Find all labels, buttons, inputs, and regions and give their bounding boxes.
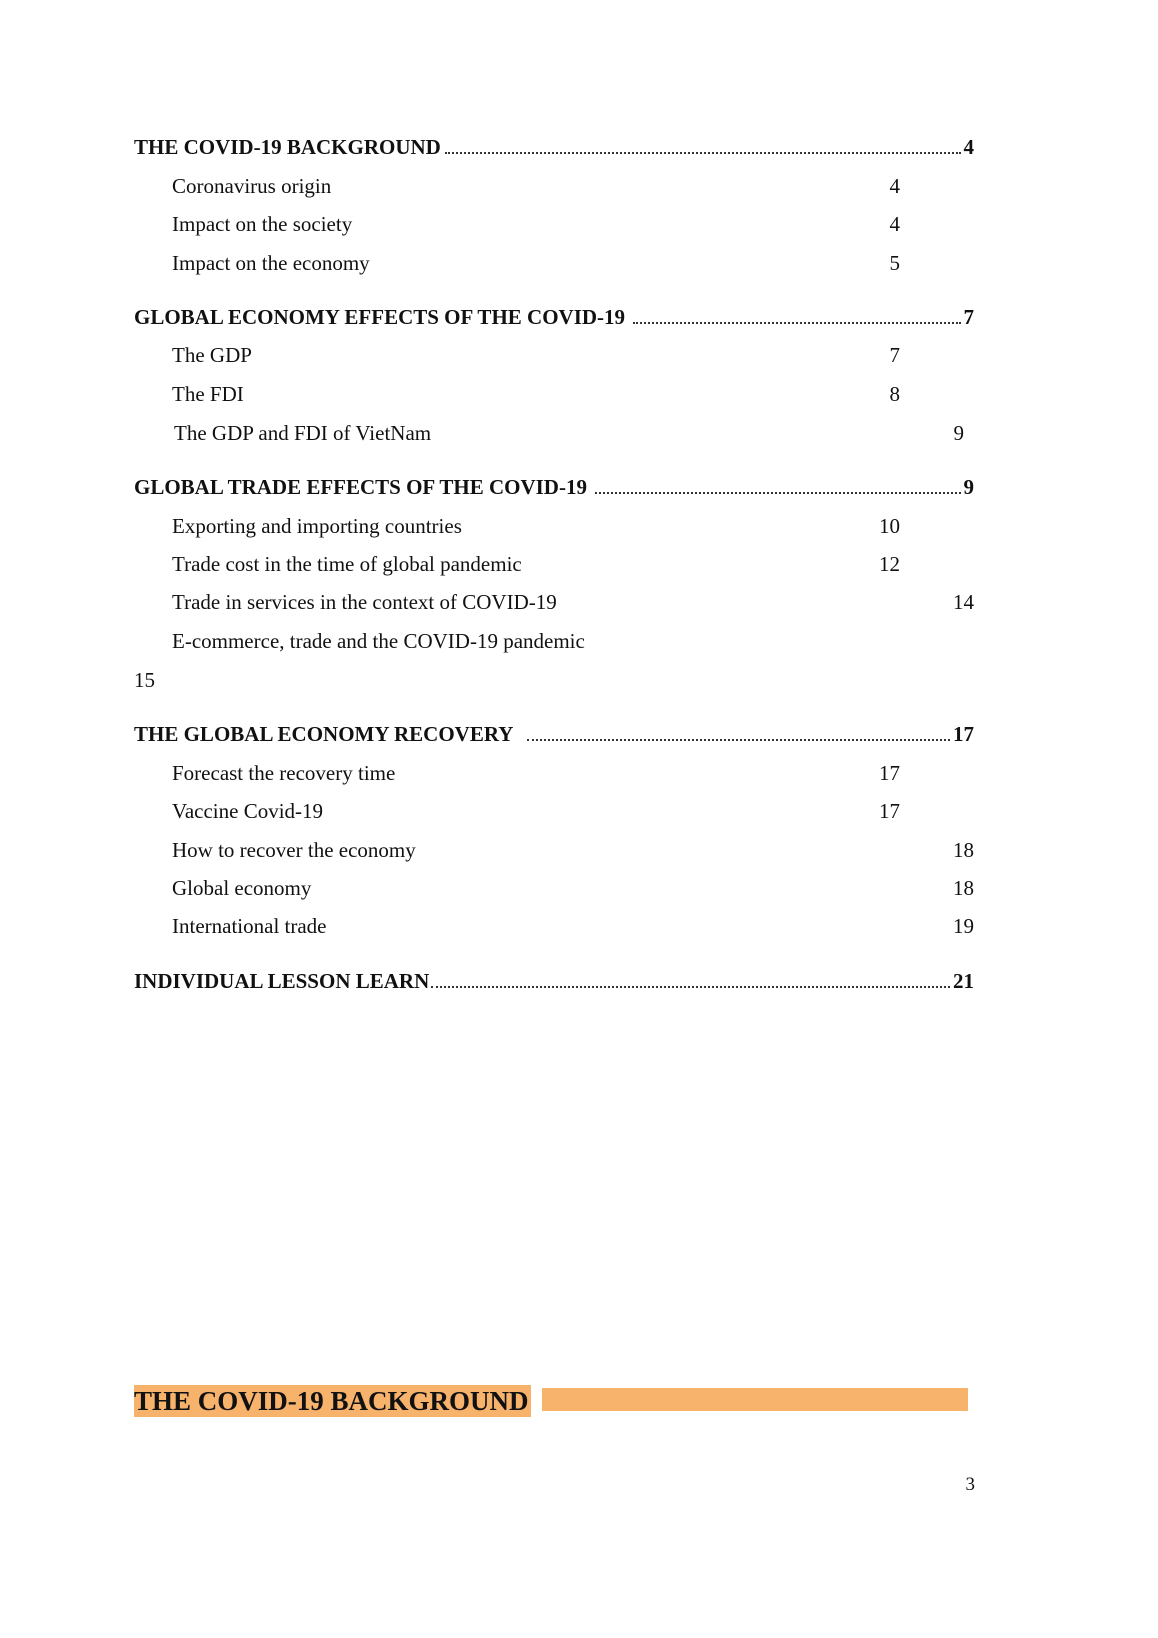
leader-dots [633, 322, 960, 324]
toc-item-page: 9 [953, 421, 964, 445]
toc-item-page: 17 [879, 799, 900, 823]
toc-item-page: 4 [889, 174, 900, 198]
page-number: 3 [965, 1474, 975, 1495]
toc-item-page: 19 [953, 914, 974, 938]
toc-item[interactable]: The GDP and FDI of VietNam [174, 421, 432, 445]
toc-item[interactable]: Forecast the recovery time [172, 761, 396, 785]
leader-dots [445, 152, 961, 154]
toc-item[interactable]: Vaccine Covid-19 [172, 799, 324, 823]
toc-item[interactable]: Impact on the society [172, 212, 353, 236]
toc-item[interactable]: E-commerce, trade and the COVID-19 pandemic [172, 629, 585, 653]
toc-item-page: 8 [889, 382, 900, 406]
leader-dots [527, 739, 950, 741]
leader-dots [431, 986, 950, 988]
toc-heading[interactable] [134, 721, 974, 747]
toc-item[interactable]: The GDP [172, 343, 252, 367]
toc-heading-title: GLOBAL ECONOMY EFFECTS OF THE COVID-19 [134, 305, 626, 329]
toc-item[interactable]: Exporting and importing countries [172, 514, 462, 538]
toc-item[interactable]: Global economy [172, 876, 312, 900]
heading-highlight-bar [542, 1388, 968, 1411]
toc-item-page: 18 [953, 876, 974, 900]
toc-item-page: 12 [879, 552, 900, 576]
toc-heading-title: GLOBAL TRADE EFFECTS OF THE COVID-19 [134, 475, 587, 499]
toc-item[interactable]: How to recover the economy [172, 838, 416, 862]
toc-heading-page: 4 [963, 135, 974, 159]
section-heading: THE COVID-19 BACKGROUND [134, 1386, 529, 1416]
leader-dots [595, 492, 961, 494]
toc-item-page: 4 [889, 212, 900, 236]
toc-item[interactable]: Trade in services in the context of COVID-19 [172, 590, 557, 614]
toc-heading-title: THE COVID-19 BACKGROUND [134, 135, 441, 159]
toc-item-page: 5 [889, 251, 900, 275]
toc-item[interactable]: The FDI [172, 382, 244, 406]
toc-heading-page: 17 [953, 722, 974, 746]
toc-item-page: 10 [879, 514, 900, 538]
toc-item-page: 7 [889, 343, 900, 367]
toc-item-page: 18 [953, 838, 974, 862]
toc-heading-page: 7 [963, 305, 974, 329]
toc-item[interactable]: International trade [172, 914, 327, 938]
toc-item[interactable]: Impact on the economy [172, 251, 370, 275]
toc-heading[interactable] [134, 474, 974, 500]
toc-item-page: 17 [879, 761, 900, 785]
toc-item[interactable]: Trade cost in the time of global pandemic [172, 552, 522, 576]
toc-heading[interactable] [134, 304, 974, 330]
toc-item-page: 15 [134, 668, 155, 692]
toc-heading-title: THE GLOBAL ECONOMY RECOVERY [134, 722, 514, 746]
toc-heading-page: 21 [953, 969, 974, 993]
toc-heading[interactable] [134, 134, 974, 160]
toc-item[interactable]: Coronavirus origin [172, 174, 332, 198]
toc-item-page: 14 [953, 590, 974, 614]
toc-heading-page: 9 [963, 475, 974, 499]
toc-heading[interactable] [134, 968, 974, 994]
toc-heading-title: INDIVIDUAL LESSON LEARN [134, 969, 430, 993]
